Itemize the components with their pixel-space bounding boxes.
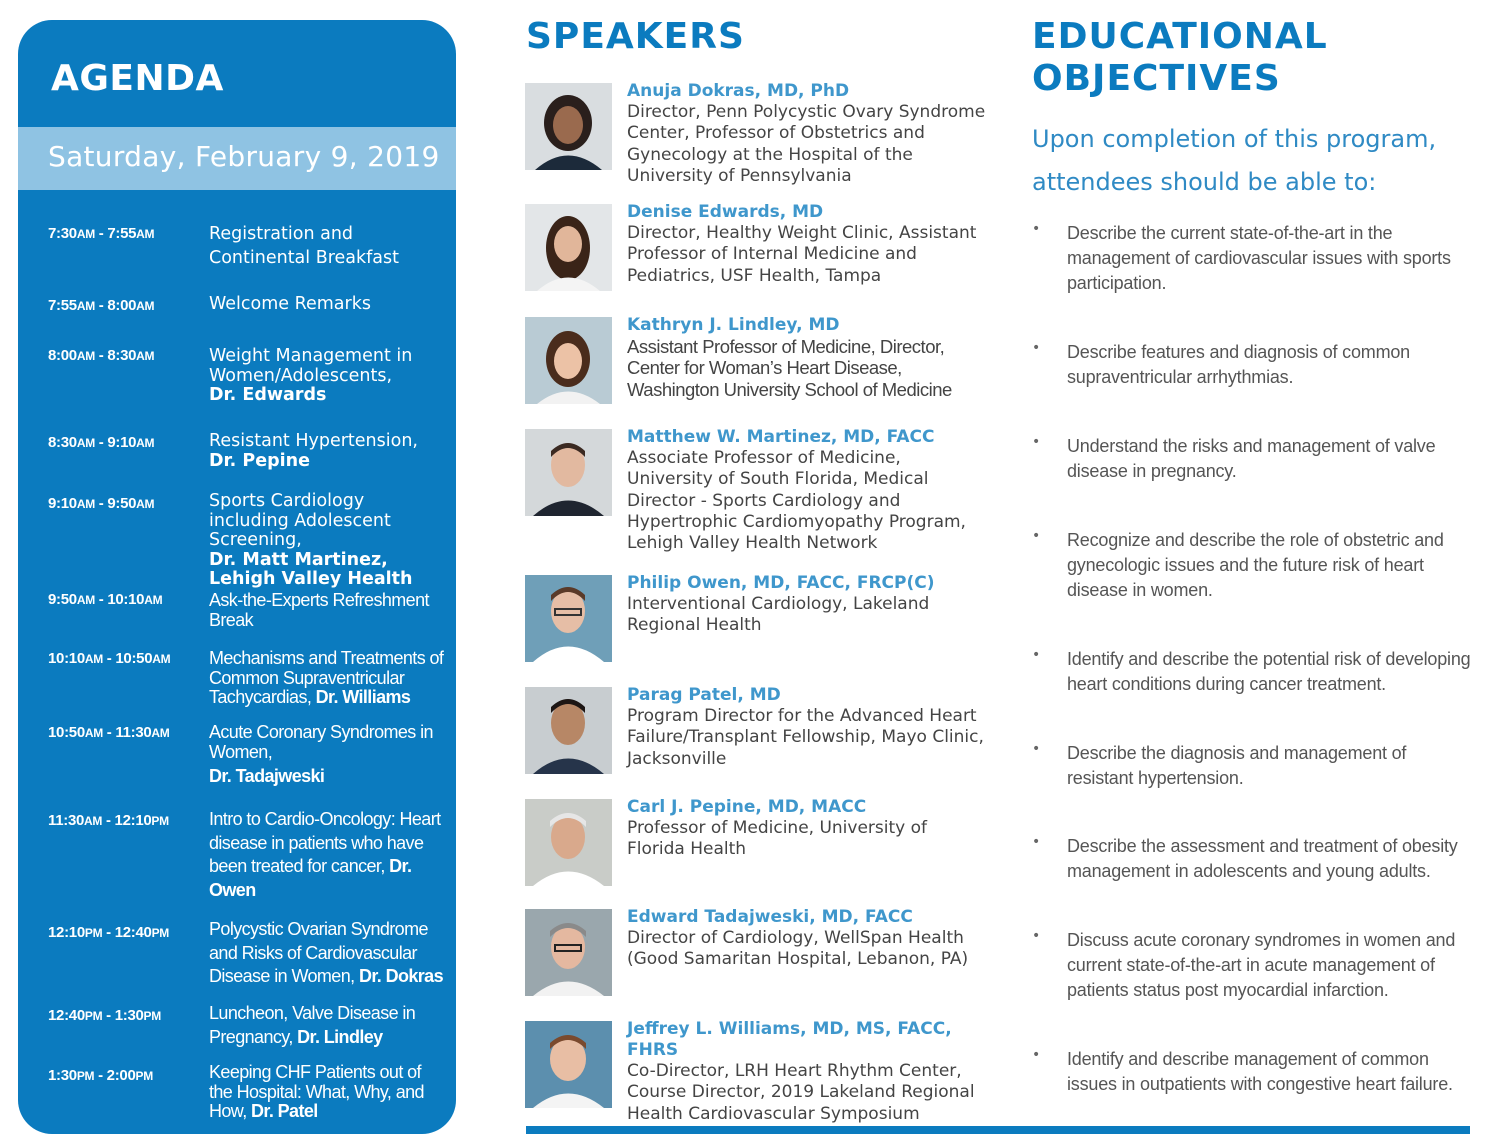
agenda-row-speaker: Dr. Pepine: [209, 450, 310, 471]
agenda-row-speaker: Dr. Edwards: [209, 385, 327, 405]
portrait-woman-icon: [525, 83, 612, 170]
bullet-icon: •: [1032, 647, 1041, 663]
portrait-woman-icon: [525, 317, 612, 404]
agenda-row-time: 10:50AM - 11:30AM: [48, 724, 170, 741]
speakers-heading: SPEAKERS: [526, 16, 745, 57]
agenda-row-desc: Ask-the-Experts Refreshment Break: [209, 590, 429, 630]
speaker-name: Kathryn J. Lindley, MD: [627, 315, 840, 335]
agenda-row-time: 7:30AM - 7:55AM: [48, 225, 155, 242]
speaker-title: Program Director for the Advanced Heart Failure/Transplant Fellowship, Mayo Clinic, Jacksonville: [627, 706, 984, 769]
speaker-title: Director of Cardiology, WellSpan Health (Good Samaritan Hospital, Lebanon, PA): [627, 928, 969, 970]
portrait-man-icon: [525, 575, 612, 662]
agenda-row-time: 1:30PM - 2:00PM: [48, 1067, 153, 1084]
portrait-man-icon: [525, 909, 612, 996]
agenda-row-time: 10:10AM - 10:50AM: [48, 650, 171, 667]
agenda-row-time: 9:50AM - 10:10AM: [48, 591, 163, 608]
speaker-name: Parag Patel, MD: [627, 685, 781, 705]
agenda-row-desc: Welcome Remarks: [209, 294, 371, 314]
speaker-name: Anuja Dokras, MD, PhD: [627, 81, 850, 101]
speaker-title: Interventional Cardiology, Lakeland Regional Health: [627, 594, 930, 636]
bottom-divider: [526, 1126, 1470, 1134]
agenda-row-desc: Registration and Continental Breakfast: [209, 224, 400, 268]
objective-text: Describe features and diagnosis of common supraventricular arrhythmias.: [1067, 342, 1410, 387]
objective-text: Recognize and describe the role of obstetric and gynecologic issues and the future risk of heart disease in women.: [1067, 530, 1444, 600]
agenda-row-speaker: Dr. Tadajweski: [209, 766, 325, 786]
agenda-row-time: 12:10PM - 12:40PM: [48, 924, 169, 941]
speaker-name: Jeffrey L. Williams, MD, MS, FACC, FHRS: [627, 1019, 952, 1060]
agenda-row-desc: Polycystic Ovarian Syndrome and Risks of Cardiovascular Disease in Women, Dr. Dokras: [209, 919, 443, 986]
speaker-title: Associate Professor of Medicine, University of South Florida, Medical Director - Sports Cardiology and Hypertrophic Cardiomyopathy Program, Lehigh Valley Health Network: [627, 448, 966, 554]
bullet-icon: •: [1032, 834, 1041, 850]
agenda-row-time: 8:30AM - 9:10AM: [48, 434, 155, 451]
agenda-row-speaker: Dr. Owen: [209, 856, 412, 900]
agenda-row-desc: Acute Coronary Syndromes in Women, Dr. Tadajweski: [209, 722, 445, 786]
objective-text: Describe the current state-of-the-art in the management of cardiovascular issues with sports participation.: [1067, 223, 1451, 293]
objective-text: Describe the diagnosis and management of resistant hypertension.: [1067, 743, 1407, 788]
objective-text: Understand the risks and management of valve disease in pregnancy.: [1067, 436, 1436, 481]
objective-text: Describe the assessment and treatment of obesity management in adolescents and young adults.: [1067, 836, 1458, 881]
bullet-icon: •: [1032, 434, 1041, 450]
objectives-heading: [1032, 16, 1328, 100]
agenda-row-speaker: Dr. Dokras: [358, 966, 443, 986]
agenda-row-time: 7:55AM - 8:00AM: [48, 297, 155, 314]
objectives-heading-line2: OBJECTIVES: [1032, 58, 1281, 99]
objective-text: Identify and describe the potential risk of developing heart conditions during cancer treatment.: [1067, 649, 1471, 694]
speaker-title: Professor of Medicine, University of Florida Health: [627, 818, 928, 860]
portrait-man-icon: [525, 799, 612, 886]
agenda-row-desc: Sports Cardiology including Adolescent Screening, Dr. Matt Martinez, Lehigh Valley Health: [209, 492, 445, 590]
agenda-row-time: 11:30AM - 12:10PM: [48, 812, 169, 829]
agenda-row-speaker: Dr. Williams: [315, 687, 411, 707]
objective-text: Identify and describe management of common issues in outpatients with congestive heart failure.: [1067, 1049, 1453, 1094]
bullet-icon: •: [1032, 528, 1041, 544]
objectives-intro: Upon completion of this program, attendees should be able to:: [1032, 125, 1437, 196]
agenda-row-desc: Keeping CHF Patients out of the Hospital: What, Why, and How, Dr. Patel: [209, 1062, 424, 1121]
agenda-row-speaker: Dr. Patel: [251, 1101, 318, 1121]
bullet-icon: •: [1032, 340, 1041, 356]
agenda-row-desc: Luncheon, Valve Disease in Pregnancy, Dr. Lindley: [209, 1003, 416, 1047]
portrait-man-icon: [525, 429, 612, 516]
bullet-icon: •: [1032, 1047, 1041, 1063]
agenda-row-speaker: Dr. Matt Martinez, Lehigh Valley Health: [209, 549, 413, 589]
speaker-name: Carl J. Pepine, MD, MACC: [627, 797, 867, 817]
speaker-name: Matthew W. Martinez, MD, FACC: [627, 427, 935, 447]
agenda-row-desc: Mechanisms and Treatments of Common Supraventricular Tachycardias, Dr. Williams: [209, 648, 444, 707]
agenda-row-desc: Intro to Cardio-Oncology: Heart disease in patients who have been treated for cancer, Dr. Owen: [209, 809, 441, 900]
agenda-row-time: 12:40PM - 1:30PM: [48, 1007, 161, 1024]
objectives-heading-line1: EDUCATIONAL: [1032, 16, 1328, 57]
speaker-name: Philip Owen, MD, FACC, FRCP(C): [627, 573, 935, 593]
agenda-title: AGENDA: [51, 58, 224, 99]
speaker-title: Co-Director, LRH Heart Rhythm Center, Course Director, 2019 Lakeland Regional Health Cardiovascular Symposium: [627, 1061, 975, 1124]
bullet-icon: •: [1032, 741, 1041, 757]
portrait-woman-icon: [525, 204, 612, 291]
speaker-title: Director, Penn Polycystic Ovary Syndrome Center, Professor of Obstetrics and Gynecology at the Hospital of the University of Pennsylvania: [627, 102, 986, 186]
speaker-title: Assistant Professor of Medicine, Director, Center for Woman’s Heart Disease, Washington University School of Medicine: [627, 336, 952, 400]
agenda-row-time: 9:10AM - 9:50AM: [48, 495, 155, 512]
speaker-name: Edward Tadajweski, MD, FACC: [627, 907, 913, 927]
portrait-man-icon: [525, 1021, 612, 1108]
agenda-panel: [18, 20, 456, 1134]
agenda-row-desc: Resistant Hypertension, Dr. Pepine: [209, 432, 445, 471]
bullet-icon: •: [1032, 928, 1041, 944]
agenda-row-time: 8:00AM - 8:30AM: [48, 347, 155, 364]
agenda-date: Saturday, February 9, 2019: [48, 140, 440, 173]
objective-text: Discuss acute coronary syndromes in women and current state-of-the-art in acute management of patients status post myocardial infarction.: [1067, 930, 1456, 1000]
agenda-row-speaker: Dr. Lindley: [297, 1026, 383, 1047]
speaker-name: Denise Edwards, MD: [627, 202, 824, 222]
agenda-row-desc: Weight Management in Women/Adolescents, Dr. Edwards: [209, 347, 445, 406]
speaker-title: Director, Healthy Weight Clinic, Assistant Professor of Internal Medicine and Pediatrics, USF Health, Tampa: [627, 223, 977, 286]
bullet-icon: •: [1032, 221, 1041, 237]
portrait-man-icon: [525, 687, 612, 774]
